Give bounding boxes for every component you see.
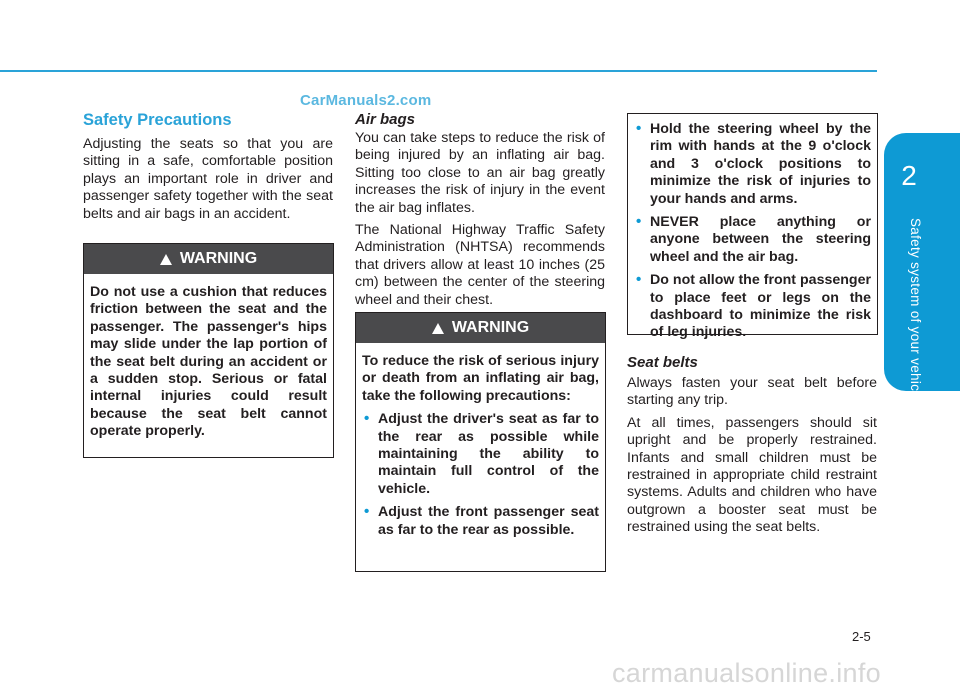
warning-intro: To reduce the risk of serious injury or death from an inflating air bag, take the following precautions: <box>362 353 599 404</box>
warning-triangle-icon <box>432 323 444 334</box>
bullet-text: Adjust the front passenger seat as far to the rear as possible. <box>378 504 599 538</box>
section-heading-safety: Safety Precautions <box>83 111 232 129</box>
bullet-dot-icon: • <box>636 271 642 289</box>
section-heading-seatbelts: Seat belts <box>627 354 698 371</box>
warning-header <box>356 313 605 343</box>
warning-bullet <box>634 121 871 208</box>
warning-body <box>356 343 605 547</box>
footer-watermark: carmanualsonline.info <box>612 658 881 688</box>
airbags-paragraph-1: You can take steps to reduce the risk of being injured by an inflating air bag. Sitting too close to an air bag greatly increases the risk of injury in the event the air bag inflates. <box>355 130 605 216</box>
warning-continuation-box <box>627 113 878 341</box>
warning-title: WARNING <box>451 319 530 336</box>
warning-bullet <box>634 214 871 266</box>
warning-bullet <box>634 272 871 342</box>
warning-bullet <box>362 411 599 498</box>
seatbelts-paragraph-2: At all times, passengers should sit upright and be properly restrained. Infants and small children must be restrained in appropriate child restraint systems. Adults and children who have outgrown a booster seat must be restrained using the seat belts. <box>627 414 877 536</box>
warning-text: Do not use a cushion that reduces friction between the seat and the passenger. The passenger's hips may slide under the lap portion of the seat belt during an accident or a sudden stop. Serious or fatal internal injuries could result because the seat belt cannot operate properly. <box>90 284 327 440</box>
warning-body <box>628 114 877 350</box>
warning-header <box>84 244 333 274</box>
header-rule <box>0 70 877 72</box>
warning-box-cushion <box>83 243 334 458</box>
column-3-text <box>627 354 877 542</box>
airbags-paragraph-2: The National Highway Traffic Safety Administration (NHTSA) recommends that drivers allow at least 10 inches (25 cm) between the center of the steering wheel and their chest. <box>355 222 605 308</box>
warning-box-airbag <box>355 312 606 572</box>
bullet-dot-icon: • <box>636 120 642 137</box>
warning-title: WARNING <box>179 250 258 267</box>
watermark-top: CarManuals2.com <box>300 92 432 109</box>
bullet-text: Adjust the driver's seat as far to the rear as possible while maintaining the ability to maintain full control of the vehicle. <box>378 411 599 497</box>
seatbelts-paragraph-1: Always fasten your seat belt before starting any trip. <box>627 375 877 409</box>
page-number: 2-5 <box>852 629 871 644</box>
warning-bullet <box>362 504 599 539</box>
chapter-title: Safety system of your vehicle <box>908 218 923 403</box>
bullet-text: Do not allow the front passenger to place feet or legs on the dashboard to minimize the risk of leg injuries. <box>650 272 871 341</box>
warning-triangle-icon <box>160 254 172 265</box>
chapter-number: 2 <box>901 160 917 191</box>
bullet-dot-icon: • <box>636 213 642 231</box>
bullet-text: Hold the steering wheel by the rim with hands at the 9 o'clock and 3 o'clock positions to minimize the risk of injuries to your hands and arms. <box>650 121 871 207</box>
safety-paragraph: Adjusting the seats so that you are sitting in a safe, comfortable position plays an important role in driver and passenger safety together with the seat belts and air bags in an accident. <box>83 136 333 222</box>
column-1 <box>83 111 333 228</box>
bullet-dot-icon: • <box>364 410 370 428</box>
bullet-text: NEVER place anything or anyone between the steering wheel and the air bag. <box>650 214 871 265</box>
section-heading-airbags: Air bags <box>355 111 416 128</box>
bullet-dot-icon: • <box>364 503 370 521</box>
column-2 <box>355 111 605 314</box>
